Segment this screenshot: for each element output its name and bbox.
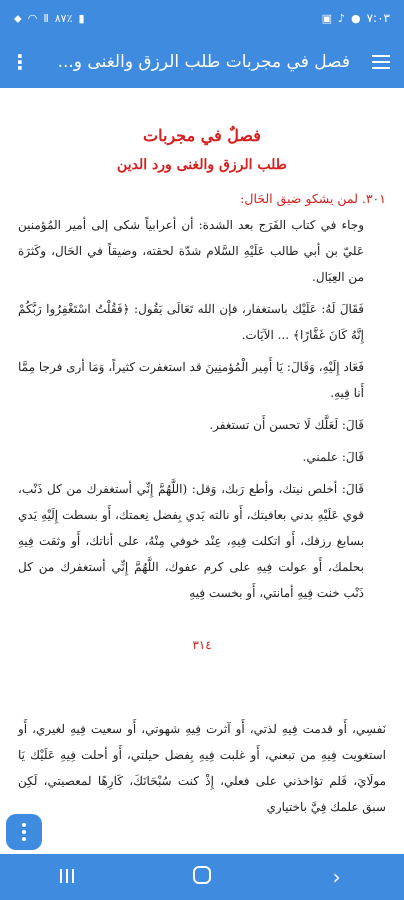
- paragraph-3: فَعَاد إِلَيْهِ، وَقَالَ: يَا أَمِير الْمُؤمنِينَ قد استغفرت كثيراً، وَمَا أرى فرجا مِمَّا أَنا فِيهِ.: [18, 360, 364, 400]
- wifi-icon: ◠: [27, 11, 38, 25]
- heading-line-1: فصلٌ في مجربات: [143, 126, 261, 145]
- paragraph-6: قَالَ: أخلص نيتك، وأطع رَبك، وَقل: (اللَّهُمَّ إِنِّي أستغفرك من كل ذَنْب، قوي عَلَيْهِ بدني بعافيتك، أَو نالته يَدي بِفضل نِعمتك، أَو بسطت إِلَيْهِ يَدي بسابغ رزقك، أَو اتكلت فِيهِ، عِنْد خوفي مِنْهُ، على أناتك، أَو وثقت فِيهِ بحلمك، أَو عولت فِيهِ على كرم عفوك، اللَّهُمَّ إِنِّي أستغفرك من كل ذَنْب خنت فِيهِ أمانتي، أَو بخست فِيهِ: [18, 482, 364, 600]
- home-icon: [193, 866, 211, 884]
- paragraph-5: قَالَ: علمني.: [302, 450, 364, 464]
- app-bar: [0, 36, 404, 88]
- back-button[interactable]: [307, 865, 367, 889]
- status-right: [322, 11, 390, 25]
- section-title: ٣٠١. لمن يشكو ضيق الحَال:: [240, 191, 386, 206]
- recents-button[interactable]: [37, 867, 97, 888]
- reader-content[interactable]: [0, 88, 404, 854]
- clock: ٧:٠٣: [366, 11, 390, 25]
- battery-icon: ▮: [78, 11, 85, 25]
- paragraph-7: نَفسِي، أَو قدمت فِيهِ لذتي، أَو آثرت فِيهِ شهوتي، أَو سعيت فِيهِ لغيري، أَو استغويت فِيهِ من تبعني، أَو غلبت فِيهِ بِفضل حيلتي، أَو أحلت فِيهِ عَلَيْك يَا مولَايَ، فَلم تؤاخذني على فعلي، إِذْ كنت سُبْحَانَكَ، كَارِهًا لمعصيتي، لَكِن سبق علمك فِيَّ باختياري: [18, 722, 386, 814]
- status-left: [14, 13, 85, 24]
- more-options-button[interactable]: [6, 814, 42, 850]
- status-bar: [0, 0, 404, 36]
- page-title: فصل في مجربات طلب الرزق والغنى و...: [57, 52, 350, 72]
- overflow-menu-icon[interactable]: ⋮: [10, 50, 30, 74]
- hamburger-menu-icon[interactable]: [358, 55, 404, 69]
- location-icon: ⬥: [14, 11, 22, 25]
- image-notification-icon: ▣: [321, 11, 332, 25]
- paragraph-1: وجاء في كتاب الفَرَج بعد الشدة: أن أعرابياً شكى إلى أمير المُؤمنين عَليّ بن أبي طالب عَلَيْهِ السَّلام شدّة لحقته، وضيقاً في الحَال، وكَثرَة من العِيَال.: [18, 218, 364, 284]
- paragraph-2: فَقَالَ لَهُ: عَلَيْك باستغفار، فإن الله تَعَالَى يَقُول: ﴿فَقُلْتُ اسْتَغْفِرُوا رَبَّكُمْ إِنَّهُ كَانَ غَفَّارًا﴾ ... الآيَات.: [18, 302, 364, 342]
- heading-line-2: طلب الرزق والغنى ورد الدين: [117, 157, 287, 173]
- back-icon: ›: [332, 865, 341, 889]
- page-number: ٣١٤: [192, 638, 212, 652]
- page-gap: [18, 652, 386, 710]
- home-button[interactable]: [172, 866, 232, 889]
- signal-icon: Ⅱ: [43, 11, 49, 25]
- battery-percent: ٨٧٪: [54, 11, 73, 25]
- music-notification-icon: ♪: [337, 11, 345, 25]
- chapter-heading: [18, 126, 386, 173]
- system-nav-bar: [0, 854, 404, 900]
- paragraph-4: قَالَ: لَعَلَّك لَا تحسن أَن تستغفر.: [209, 418, 364, 432]
- app-notification-icon: ●: [351, 11, 361, 25]
- recents-icon: [60, 869, 74, 883]
